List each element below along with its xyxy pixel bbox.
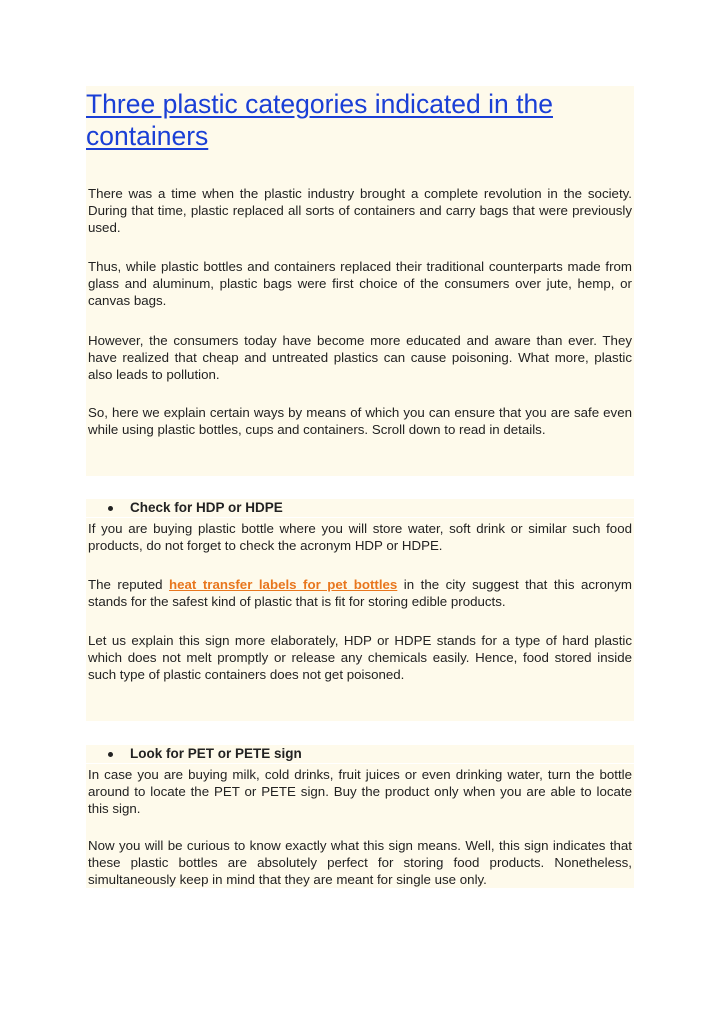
bullet-icon xyxy=(108,506,113,511)
section2-heading-row xyxy=(86,745,634,763)
page-title[interactable]: Three plastic categories indicated in the containers xyxy=(86,89,553,151)
bullet-icon xyxy=(108,752,113,757)
intro-paragraph-4: So, here we explain certain ways by means of which you can ensure that you are safe even while using plastic bottles, cups and containers. Scroll down to read in details. xyxy=(88,405,632,437)
section1-paragraph-2 xyxy=(88,576,632,610)
section1-body xyxy=(86,518,634,721)
heat-transfer-labels-link[interactable]: heat transfer labels for pet bottles xyxy=(169,577,398,592)
section1-paragraph-2-end: in the city suggest that this acronym stands for the safest kind of plastic that is fit for storing edible products. xyxy=(88,577,632,609)
intro-paragraph-1: There was a time when the plastic industry brought a complete revolution in the society. During that time, plastic replaced all sorts of containers and carry bags that were previously used. xyxy=(88,186,632,235)
intro-paragraph-3: However, the consumers today have become more educated and aware than ever. They have realized that cheap and untreated plastics can cause poisoning. What more, plastic also leads to pollution. xyxy=(88,333,632,382)
intro-paragraph-2: Thus, while plastic bottles and containers replaced their traditional counterparts made from glass and aluminum, plastic bags were first choice of the consumers over jute, hemp, or canvas bags. xyxy=(88,259,632,308)
section2-paragraph-1: In case you are buying milk, cold drinks, fruit juices or even drinking water, turn the bottle around to locate the PET or PETE sign. Buy the product only when you are able to locate this sign. xyxy=(88,767,632,816)
section2-body xyxy=(86,764,634,888)
section1-heading: Check for HDP or HDPE xyxy=(130,500,283,515)
section1-paragraph-3: Let us explain this sign more elaborately, HDP or HDPE stands for a type of hard plastic which does not melt promptly or release any chemicals easily. Hence, food stored inside such type of plastic containers does not get poisoned. xyxy=(88,633,632,682)
section1-paragraph-2-start: The reputed xyxy=(88,577,170,592)
section1-paragraph-1: If you are buying plastic bottle where you will store water, soft drink or similar such food products, do not forget to check the acronym HDP or HDPE. xyxy=(88,521,632,553)
intro-section xyxy=(86,86,634,476)
section2-heading: Look for PET or PETE sign xyxy=(130,746,302,761)
section2-paragraph-2: Now you will be curious to know exactly what this sign means. Well, this sign indicates that these plastic bottles are absolutely perfect for storing food products. Nonetheless, simultaneously keep in mind that they are meant for single use only. xyxy=(88,838,632,887)
section1-heading-row xyxy=(86,499,634,517)
